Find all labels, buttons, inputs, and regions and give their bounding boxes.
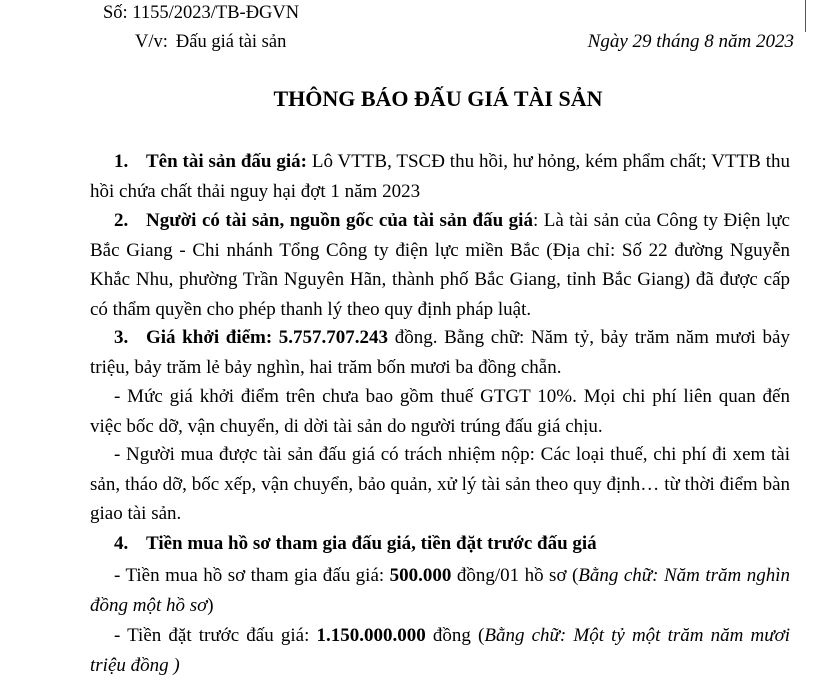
section-3-note-1: - Mức giá khởi điểm trên chưa bao gồm thuế GTGT 10%. Mọi chi phí liên quan đến việc bốc dỡ, vận chuyển, di dời tài sản do người trúng đấu giá chịu. bbox=[90, 386, 790, 437]
section-3-note-2: - Người mua được tài sản đấu giá có trách nhiệm nộp: Các loại thuế, chi phí đi xem tài sản, tháo dỡ, bốc xếp, vận chuyển, bảo quản, xử lý tài sản theo quy định… từ thời điểm bàn giao tài sản. bbox=[90, 444, 790, 524]
section-1-text: Lô VTTB, TSCĐ thu hồi, hư hỏng, kém phẩm chất; VTTB thu hồi chứa chất thải nguy hại đợt 1 năm 2023 bbox=[90, 151, 790, 202]
deposit-amount: 1.150.000.000 bbox=[316, 625, 426, 646]
section-2-heading: Người có tài sản, nguồn gốc của tài sản đấu giá bbox=[146, 210, 533, 231]
subject-label: V/v: bbox=[135, 32, 168, 52]
document-number: Số: 1155/2023/TB-ĐGVN bbox=[103, 3, 300, 23]
fee-amount: 500.000 bbox=[389, 565, 452, 586]
subject-text: Đấu giá tài sản bbox=[175, 32, 287, 52]
section-2 bbox=[90, 206, 790, 324]
section-3-text: đồng. Bằng chữ: Năm tỷ, bảy trăm năm mươi bảy triệu, bảy trăm lẻ bảy nghìn, hai trăm bốn mươi ba đồng chẵn. bbox=[90, 327, 790, 378]
deposit-words: Bằng chữ: Một tỷ một trăm năm mươi triệu đồng ) bbox=[90, 625, 791, 676]
deposit-prefix: - Tiền đặt trước đấu giá: bbox=[114, 625, 317, 646]
section-4-heading: Tiền mua hồ sơ tham gia đấu giá, tiền đặt trước đấu giá bbox=[146, 533, 597, 554]
header-divider-line bbox=[805, 0, 806, 32]
section-3-heading: Giá khởi điểm: 5.757.707.243 bbox=[146, 327, 389, 348]
section-3-number: 3. bbox=[114, 327, 129, 348]
section-4-number: 4. bbox=[114, 533, 129, 554]
fee-close: ) bbox=[207, 594, 214, 616]
section-4-fee bbox=[90, 561, 790, 620]
section-1-number: 1. bbox=[114, 151, 129, 172]
fee-unit: đồng/01 hồ sơ ( bbox=[451, 565, 579, 586]
fee-prefix: - Tiền mua hồ sơ tham gia đấu giá: bbox=[114, 565, 390, 586]
section-2-number: 2. bbox=[114, 210, 129, 231]
document-title: THÔNG BÁO ĐẤU GIÁ TÀI SẢN bbox=[273, 86, 603, 111]
section-3 bbox=[90, 323, 790, 382]
fee-words: : Năm trăm nghìn đồng một hồ sơ bbox=[90, 565, 790, 616]
deposit-unit: đồng ( bbox=[425, 625, 485, 646]
fee-words-label: Bằng chữ bbox=[578, 565, 653, 586]
section-1 bbox=[90, 147, 790, 206]
section-4-deposit bbox=[90, 621, 790, 680]
section-4 bbox=[90, 529, 790, 559]
document-date: Ngày 29 tháng 8 năm 2023 bbox=[587, 31, 794, 52]
section-2-text: : Là tài sản của Công ty Điện lực Bắc Giang - Chi nhánh Tổng Công ty điện lực miền Bắc (Địa chỉ: Số 22 đường Nguyễn Khắc Nhu, phường Trần Nguyên Hãn, thành phố Bắc Giang, tỉnh Bắc Giang) đã được cấp có thẩm quyền cho phép thanh lý theo quy định pháp luật. bbox=[90, 210, 790, 320]
section-1-heading: Tên tài sản đấu giá: bbox=[146, 151, 307, 172]
subject-line bbox=[135, 32, 286, 53]
